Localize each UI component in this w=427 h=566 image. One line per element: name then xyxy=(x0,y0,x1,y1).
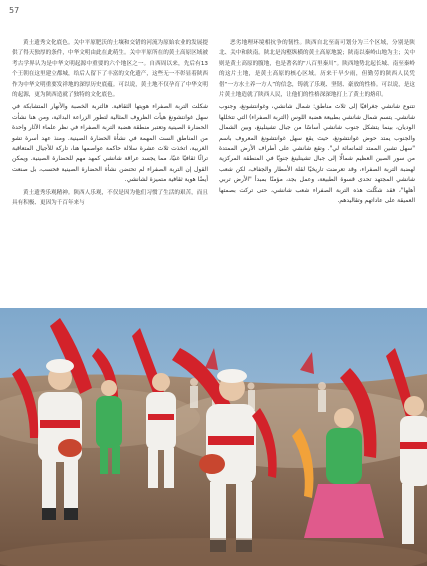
left-column xyxy=(12,38,208,298)
paragraph-chinese-1: 黄土遗秀文化底色。关中平原肥沃的土壤和交错的河流为原始农业的发展提供了得天独厚的条件，中华文明由此在此萌生。关中平原所在的黄土高原区域被考古学界认为是中华文明起源中重要的六个地区之一。自西周以来，先后有13个王朝在这里建立都城，给后人留下了丰富的文化遗产，这些无一不彰显着陕西作为中华文明重要发祥地的深厚历史底蕴。可以说，黄土地不仅孕育了中华文明的起源，更为陕西造就了独特的文化底色。 xyxy=(12,40,208,99)
dancers-photo xyxy=(0,308,427,566)
paragraph-arabic-2: تتنوع شانشي جغرافيًا إلى ثلاث مناطق: شمال شانشي، وغوانتشونغ، وجنوب شانشي. يتسم شمال شانشي بطبيعة هضبة اللوس (التربة الصفراء) التي تتخللها الوديان، بينما يتشكل جنوب شانشي أساسًا من جبال تشينلينغ، وبين الشمال والجنوب يمتد حوض غوانتشونغ، حيث يقع سهل غوانتشونغ المعروف باسم "سهل تشين الممتد لثمانمائة لي". وتقع شانشي على أطراف الأرض الممتدة من سور الصين العظيم شمالًا إلى جبال تشينلينغ جنوبًا في المنطقة المركزية لهضبة التربة الصفراء، وقد تعرضت تاريخيًا لقلة الأمطار والجفاف، لكن شعب شانشي المجتهد تحدى قسوة الطبيعة، وعمل بجد، مؤمنًا بمبدأ "الأرض تربي أهلها"، فقد شكّلت هذه التربة الصفراء شعب شانشي، حتى تركت بصمتها العميقة على عاداتهم وتقاليدهم. xyxy=(219,103,415,205)
paragraph-chinese-2: 黄土遗秀乐观精神。陕西人乐观，不仅是因为他们习惯了生活的艰苦，而且具有积极、更因为千百年来与 xyxy=(12,189,208,207)
paragraph-chinese-3: 恶劣地理环境相抗争的韧性。陕西自北至南可划分为三个区域，分别是陕北、关中和陕南。陕北是沟壑纵横的黄土高原地貌；陕南以秦岭山地为主；关中则是黄土高原的腹地，也是著名的“八百里秦川”。陕西地势北起长城、南至秦岭的这片土地，是黄土高原的核心区域。历来干旱少雨，但勤劳的陕西人民凭借“一方水土养一方人”的信念，铸就了乐观、坚韧、豪放的性格。可以说，是这片黄土地造就了陕西人民，让他们的性格深深地打上了黄土的烙印。 xyxy=(219,40,415,99)
dancers-photo-art xyxy=(0,308,427,566)
dust-haze xyxy=(160,388,427,468)
paragraph-arabic-1: شكلت التربة الصفراء هويتها الثقافية. فالتربة الخصبة والأنهار المتشابكة في سهل غوانتشونغ هيأت الظروف المثالية لتطور الزراعة البدائية، ومن هنا نشأت الحضارة الصينية وتعتبر منطقة هضبة التربة الصفراء في نظر علماء الآثار واحدة من المناطق الست المهمة في نشأة الحضارة الصينية. ومنذ عهد أسرة تشو الغربية، اتخذت ثلاث عشرة سلالة حاكمة عواصمها هنا، تاركة للأجيال المتعاقبة تراثًا ثقافيًا غنيًا، مما يجسد عراقة شانشي كمهد مهم للحضارة الصينية. ويمكن القول إن التربة الصفراء لم تحتضن نشأة الحضارة الصينية فحسب، بل صنعت أيضًا هوية ثقافية متميزة لشانشي. xyxy=(12,103,208,184)
text-columns xyxy=(12,38,415,298)
page-number: 57 xyxy=(9,6,20,15)
right-column xyxy=(219,38,415,298)
